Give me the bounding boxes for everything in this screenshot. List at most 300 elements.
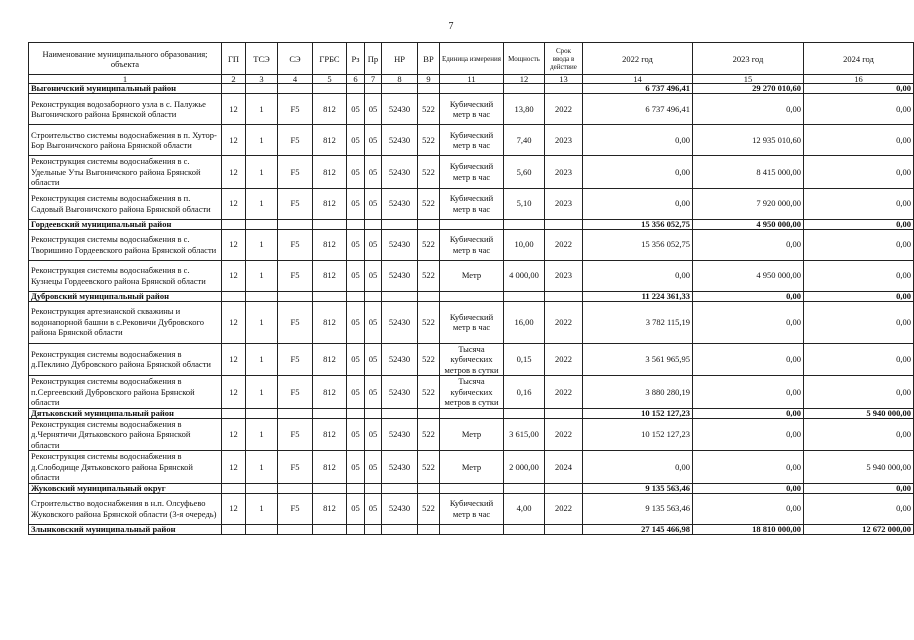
header-power: Мощность <box>504 43 545 75</box>
cell-grbs: 812 <box>313 94 347 125</box>
cell-2022: 0,00 <box>583 156 693 189</box>
cell-tse: 1 <box>246 451 278 484</box>
group-total-2024: 0,00 <box>804 483 914 493</box>
cell-tse: 1 <box>246 156 278 189</box>
empty-cell <box>504 84 545 94</box>
cell-gp: 12 <box>222 343 246 376</box>
cell-2024: 0,00 <box>804 376 914 409</box>
cell-pr: 05 <box>365 418 382 451</box>
empty-cell <box>278 524 313 534</box>
group-row <box>29 408 914 418</box>
group-name: Дубровский муниципальный район <box>29 291 222 301</box>
group-total-2022: 15 356 052,75 <box>583 219 693 229</box>
budget-table <box>28 42 914 535</box>
header-2022: 2022 год <box>583 43 693 75</box>
cell-2022: 0,00 <box>583 260 693 291</box>
cell-rz: 05 <box>347 451 365 484</box>
cell-vr: 522 <box>418 451 440 484</box>
empty-cell <box>418 408 440 418</box>
empty-cell <box>222 408 246 418</box>
header-term: Срок ввода в действие <box>545 43 583 75</box>
column-number: 13 <box>545 75 583 84</box>
empty-cell <box>278 483 313 493</box>
cell-power: 5,60 <box>504 156 545 189</box>
empty-cell <box>545 524 583 534</box>
header-nr: НР <box>382 43 418 75</box>
empty-cell <box>545 483 583 493</box>
group-total-2023: 4 950 000,00 <box>693 219 804 229</box>
empty-cell <box>278 84 313 94</box>
cell-power: 4 000,00 <box>504 260 545 291</box>
cell-grbs: 812 <box>313 188 347 219</box>
header-pr: Пр <box>365 43 382 75</box>
cell-2024: 0,00 <box>804 301 914 343</box>
cell-nr: 52430 <box>382 156 418 189</box>
cell-grbs: 812 <box>313 418 347 451</box>
empty-cell <box>365 219 382 229</box>
empty-cell <box>418 219 440 229</box>
header-2024: 2024 год <box>804 43 914 75</box>
cell-tse: 1 <box>246 343 278 376</box>
item-name: Реконструкция системы водоснабжения в п.Сергеевский Дубровского района Брянской области <box>29 376 222 409</box>
header-rz: Рз <box>347 43 365 75</box>
header-2023: 2023 год <box>693 43 804 75</box>
cell-tse: 1 <box>246 125 278 156</box>
cell-power: 0,16 <box>504 376 545 409</box>
column-number: 1 <box>29 75 222 84</box>
cell-se: F5 <box>278 376 313 409</box>
empty-cell <box>365 524 382 534</box>
empty-cell <box>278 219 313 229</box>
empty-cell <box>382 483 418 493</box>
cell-gp: 12 <box>222 156 246 189</box>
cell-pr: 05 <box>365 156 382 189</box>
column-number: 14 <box>583 75 693 84</box>
empty-cell <box>382 291 418 301</box>
table-row <box>29 376 914 409</box>
group-name: Дятьковский муниципальный район <box>29 408 222 418</box>
cell-tse: 1 <box>246 493 278 524</box>
cell-vr: 522 <box>418 493 440 524</box>
cell-term: 2023 <box>545 125 583 156</box>
cell-tse: 1 <box>246 229 278 260</box>
cell-power: 7,40 <box>504 125 545 156</box>
cell-grbs: 812 <box>313 451 347 484</box>
cell-2023: 0,00 <box>693 301 804 343</box>
cell-pr: 05 <box>365 343 382 376</box>
cell-term: 2024 <box>545 451 583 484</box>
cell-2023: 8 415 000,00 <box>693 156 804 189</box>
table-row <box>29 301 914 343</box>
cell-2022: 3 782 115,19 <box>583 301 693 343</box>
cell-gp: 12 <box>222 451 246 484</box>
header-unit: Единица измерения <box>440 43 504 75</box>
empty-cell <box>382 408 418 418</box>
column-number: 4 <box>278 75 313 84</box>
group-total-2023: 29 270 010,60 <box>693 84 804 94</box>
empty-cell <box>504 219 545 229</box>
cell-power: 13,80 <box>504 94 545 125</box>
group-row <box>29 483 914 493</box>
empty-cell <box>418 84 440 94</box>
cell-2024: 0,00 <box>804 229 914 260</box>
header-gp: ГП <box>222 43 246 75</box>
cell-pr: 05 <box>365 125 382 156</box>
table-row <box>29 260 914 291</box>
group-name: Злынковский муниципальный район <box>29 524 222 534</box>
cell-nr: 52430 <box>382 418 418 451</box>
table-row <box>29 493 914 524</box>
column-number: 5 <box>313 75 347 84</box>
table-row <box>29 94 914 125</box>
empty-cell <box>418 291 440 301</box>
empty-cell <box>365 84 382 94</box>
empty-cell <box>440 84 504 94</box>
empty-cell <box>246 524 278 534</box>
cell-term: 2022 <box>545 343 583 376</box>
table-row <box>29 188 914 219</box>
empty-cell <box>347 291 365 301</box>
cell-term: 2022 <box>545 94 583 125</box>
table-row <box>29 451 914 484</box>
cell-power: 3 615,00 <box>504 418 545 451</box>
cell-2024: 0,00 <box>804 188 914 219</box>
group-total-2024: 0,00 <box>804 291 914 301</box>
column-number: 3 <box>246 75 278 84</box>
cell-power: 16,00 <box>504 301 545 343</box>
cell-vr: 522 <box>418 343 440 376</box>
cell-rz: 05 <box>347 94 365 125</box>
cell-unit: Кубический метр в час <box>440 156 504 189</box>
table-row <box>29 229 914 260</box>
cell-2023: 0,00 <box>693 418 804 451</box>
cell-pr: 05 <box>365 301 382 343</box>
cell-se: F5 <box>278 343 313 376</box>
empty-cell <box>545 84 583 94</box>
cell-power: 10,00 <box>504 229 545 260</box>
item-name: Реконструкция системы водоснабжения в п. Садовый Выгоничского района Брянской области <box>29 188 222 219</box>
cell-gp: 12 <box>222 260 246 291</box>
cell-unit: Кубический метр в час <box>440 188 504 219</box>
column-number: 15 <box>693 75 804 84</box>
empty-cell <box>440 524 504 534</box>
empty-cell <box>545 408 583 418</box>
empty-cell <box>246 219 278 229</box>
cell-pr: 05 <box>365 376 382 409</box>
cell-2024: 0,00 <box>804 125 914 156</box>
empty-cell <box>504 408 545 418</box>
column-number: 11 <box>440 75 504 84</box>
cell-pr: 05 <box>365 229 382 260</box>
cell-tse: 1 <box>246 418 278 451</box>
cell-vr: 522 <box>418 229 440 260</box>
cell-nr: 52430 <box>382 188 418 219</box>
empty-cell <box>313 84 347 94</box>
cell-vr: 522 <box>418 376 440 409</box>
item-name: Реконструкция системы водоснабжения в с. Творишино Гордеевского района Брянской области <box>29 229 222 260</box>
empty-cell <box>365 408 382 418</box>
cell-se: F5 <box>278 125 313 156</box>
cell-gp: 12 <box>222 125 246 156</box>
cell-unit: Кубический метр в час <box>440 229 504 260</box>
item-name: Реконструкция водозаборного узла в с. Палужье Выгоничского района Брянской области <box>29 94 222 125</box>
cell-nr: 52430 <box>382 451 418 484</box>
cell-pr: 05 <box>365 188 382 219</box>
item-name: Строительство водоснабжения в н.п. Олсуфьево Жуковского района Брянской области (3-я очередь) <box>29 493 222 524</box>
empty-cell <box>313 219 347 229</box>
empty-cell <box>347 408 365 418</box>
cell-2023: 0,00 <box>693 343 804 376</box>
empty-cell <box>313 524 347 534</box>
cell-unit: Метр <box>440 451 504 484</box>
cell-se: F5 <box>278 418 313 451</box>
cell-vr: 522 <box>418 301 440 343</box>
empty-cell <box>504 291 545 301</box>
cell-unit: Тысяча кубических метров в сутки <box>440 376 504 409</box>
table-body <box>29 84 914 535</box>
empty-cell <box>382 524 418 534</box>
cell-se: F5 <box>278 188 313 219</box>
empty-cell <box>418 483 440 493</box>
cell-2022: 9 135 563,46 <box>583 493 693 524</box>
group-total-2022: 10 152 127,23 <box>583 408 693 418</box>
cell-rz: 05 <box>347 418 365 451</box>
group-name: Выгоничский муниципальный район <box>29 84 222 94</box>
cell-se: F5 <box>278 301 313 343</box>
column-number: 6 <box>347 75 365 84</box>
item-name: Реконструкция системы водоснабжения в д.Чернятичи Дятьковского района Брянской области <box>29 418 222 451</box>
empty-cell <box>246 291 278 301</box>
cell-power: 4,00 <box>504 493 545 524</box>
cell-grbs: 812 <box>313 229 347 260</box>
cell-se: F5 <box>278 451 313 484</box>
cell-rz: 05 <box>347 301 365 343</box>
cell-pr: 05 <box>365 451 382 484</box>
cell-se: F5 <box>278 94 313 125</box>
header-vr: ВР <box>418 43 440 75</box>
empty-cell <box>440 483 504 493</box>
cell-rz: 05 <box>347 125 365 156</box>
group-total-2023: 0,00 <box>693 291 804 301</box>
cell-grbs: 812 <box>313 301 347 343</box>
cell-grbs: 812 <box>313 125 347 156</box>
cell-unit: Кубический метр в час <box>440 301 504 343</box>
empty-cell <box>440 291 504 301</box>
cell-nr: 52430 <box>382 229 418 260</box>
cell-nr: 52430 <box>382 125 418 156</box>
group-total-2022: 27 145 466,98 <box>583 524 693 534</box>
group-row <box>29 291 914 301</box>
empty-cell <box>347 524 365 534</box>
cell-pr: 05 <box>365 260 382 291</box>
cell-grbs: 812 <box>313 260 347 291</box>
cell-2023: 12 935 010,60 <box>693 125 804 156</box>
cell-2024: 0,00 <box>804 343 914 376</box>
cell-se: F5 <box>278 229 313 260</box>
group-name: Гордеевский муниципальный район <box>29 219 222 229</box>
group-total-2024: 5 940 000,00 <box>804 408 914 418</box>
empty-cell <box>545 291 583 301</box>
empty-cell <box>504 524 545 534</box>
cell-vr: 522 <box>418 156 440 189</box>
empty-cell <box>278 408 313 418</box>
cell-term: 2022 <box>545 376 583 409</box>
cell-term: 2022 <box>545 418 583 451</box>
column-number: 9 <box>418 75 440 84</box>
cell-nr: 52430 <box>382 493 418 524</box>
table-row <box>29 418 914 451</box>
cell-2022: 10 152 127,23 <box>583 418 693 451</box>
empty-cell <box>440 219 504 229</box>
cell-rz: 05 <box>347 229 365 260</box>
cell-2024: 0,00 <box>804 260 914 291</box>
cell-2023: 0,00 <box>693 229 804 260</box>
cell-tse: 1 <box>246 188 278 219</box>
cell-term: 2023 <box>545 156 583 189</box>
header-row <box>29 43 914 75</box>
empty-cell <box>222 84 246 94</box>
cell-2023: 0,00 <box>693 94 804 125</box>
cell-2022: 0,00 <box>583 125 693 156</box>
header-tse: ТСЭ <box>246 43 278 75</box>
cell-gp: 12 <box>222 418 246 451</box>
empty-cell <box>365 483 382 493</box>
empty-cell <box>222 219 246 229</box>
header-name: Наименование муниципального образования; объекта <box>29 43 222 75</box>
cell-2024: 5 940 000,00 <box>804 451 914 484</box>
cell-term: 2022 <box>545 493 583 524</box>
item-name: Реконструкция системы водоснабжения в д.Слободище Дятьковского района Брянской области <box>29 451 222 484</box>
cell-tse: 1 <box>246 260 278 291</box>
cell-gp: 12 <box>222 301 246 343</box>
empty-cell <box>222 524 246 534</box>
column-number: 12 <box>504 75 545 84</box>
cell-rz: 05 <box>347 188 365 219</box>
cell-2023: 0,00 <box>693 493 804 524</box>
table-row <box>29 343 914 376</box>
column-number: 7 <box>365 75 382 84</box>
empty-cell <box>278 291 313 301</box>
cell-vr: 522 <box>418 260 440 291</box>
column-number: 8 <box>382 75 418 84</box>
cell-se: F5 <box>278 260 313 291</box>
group-total-2024: 0,00 <box>804 219 914 229</box>
empty-cell <box>313 291 347 301</box>
empty-cell <box>222 291 246 301</box>
cell-vr: 522 <box>418 418 440 451</box>
cell-tse: 1 <box>246 301 278 343</box>
cell-unit: Метр <box>440 418 504 451</box>
group-total-2024: 0,00 <box>804 84 914 94</box>
column-number: 2 <box>222 75 246 84</box>
empty-cell <box>313 483 347 493</box>
cell-pr: 05 <box>365 94 382 125</box>
empty-cell <box>222 483 246 493</box>
cell-tse: 1 <box>246 376 278 409</box>
cell-grbs: 812 <box>313 343 347 376</box>
cell-rz: 05 <box>347 156 365 189</box>
empty-cell <box>418 524 440 534</box>
cell-unit: Кубический метр в час <box>440 493 504 524</box>
cell-rz: 05 <box>347 260 365 291</box>
cell-unit: Кубический метр в час <box>440 94 504 125</box>
group-total-2022: 6 737 496,41 <box>583 84 693 94</box>
cell-se: F5 <box>278 156 313 189</box>
cell-nr: 52430 <box>382 260 418 291</box>
group-name: Жуковский муниципальный округ <box>29 483 222 493</box>
cell-2022: 0,00 <box>583 188 693 219</box>
cell-power: 5,10 <box>504 188 545 219</box>
cell-2022: 3 561 965,95 <box>583 343 693 376</box>
cell-2022: 15 356 052,75 <box>583 229 693 260</box>
cell-grbs: 812 <box>313 376 347 409</box>
group-total-2024: 12 672 000,00 <box>804 524 914 534</box>
cell-se: F5 <box>278 493 313 524</box>
group-total-2023: 0,00 <box>693 408 804 418</box>
cell-2024: 0,00 <box>804 94 914 125</box>
group-total-2023: 0,00 <box>693 483 804 493</box>
cell-pr: 05 <box>365 493 382 524</box>
cell-2024: 0,00 <box>804 418 914 451</box>
empty-cell <box>504 483 545 493</box>
empty-cell <box>545 219 583 229</box>
empty-cell <box>382 219 418 229</box>
cell-2024: 0,00 <box>804 156 914 189</box>
empty-cell <box>440 408 504 418</box>
item-name: Реконструкция системы водоснабжения в д.Пеклино Дубровского района Брянской области <box>29 343 222 376</box>
cell-nr: 52430 <box>382 301 418 343</box>
empty-cell <box>246 483 278 493</box>
group-row <box>29 524 914 534</box>
cell-2023: 7 920 000,00 <box>693 188 804 219</box>
item-name: Реконструкция артезианской скважины и водонапорной башни в с.Рековичи Дубровского района Брянской области <box>29 301 222 343</box>
cell-term: 2023 <box>545 260 583 291</box>
page-number: 7 <box>448 21 454 32</box>
empty-cell <box>347 84 365 94</box>
header-se: СЭ <box>278 43 313 75</box>
cell-gp: 12 <box>222 376 246 409</box>
empty-cell <box>347 219 365 229</box>
group-row <box>29 219 914 229</box>
table-row <box>29 156 914 189</box>
cell-rz: 05 <box>347 343 365 376</box>
cell-vr: 522 <box>418 188 440 219</box>
group-total-2022: 11 224 361,33 <box>583 291 693 301</box>
cell-tse: 1 <box>246 94 278 125</box>
cell-term: 2022 <box>545 301 583 343</box>
cell-gp: 12 <box>222 188 246 219</box>
cell-2022: 0,00 <box>583 451 693 484</box>
cell-2023: 0,00 <box>693 451 804 484</box>
cell-nr: 52430 <box>382 376 418 409</box>
cell-vr: 522 <box>418 94 440 125</box>
cell-2023: 4 950 000,00 <box>693 260 804 291</box>
cell-2022: 6 737 496,41 <box>583 94 693 125</box>
cell-gp: 12 <box>222 229 246 260</box>
item-name: Реконструкция системы водоснабжения в с. Удельные Уты Выгоничского района Брянской области <box>29 156 222 189</box>
cell-unit: Метр <box>440 260 504 291</box>
cell-grbs: 812 <box>313 493 347 524</box>
cell-power: 2 000,00 <box>504 451 545 484</box>
cell-gp: 12 <box>222 493 246 524</box>
group-total-2023: 18 810 000,00 <box>693 524 804 534</box>
cell-rz: 05 <box>347 376 365 409</box>
cell-2024: 0,00 <box>804 493 914 524</box>
cell-unit: Кубический метр в час <box>440 125 504 156</box>
empty-cell <box>246 84 278 94</box>
item-name: Строительство системы водоснабжения в п. Хутор-Бор Выгоничского района Брянской области <box>29 125 222 156</box>
header-grbs: ГРБС <box>313 43 347 75</box>
